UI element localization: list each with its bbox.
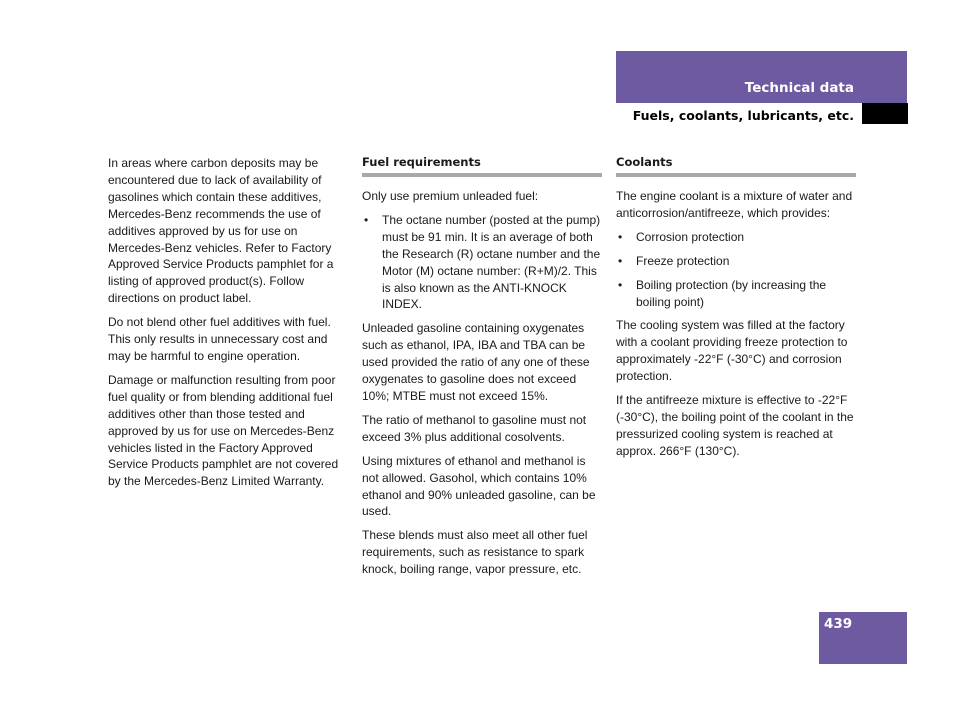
bullet-list (616, 229, 856, 311)
section-title: Technical data (744, 80, 854, 96)
paragraph: The cooling system was filled at the factory with a coolant providing freeze protection to approximately -22°F (-30°C) and corrosion protection. (616, 318, 848, 384)
list-item: • Corrosion protection (616, 229, 856, 246)
paragraph: These blends must also meet all other fuel requirements, such as resistance to spark knock, boiling range, vapor pressure, etc. (362, 528, 588, 577)
paragraph: The ratio of methanol to gasoline must not exceed 3% plus additional cosolvents. (362, 412, 587, 444)
list-item: • Freeze protection (616, 253, 856, 270)
paragraph: In areas where carbon deposits may be encountered due to lack of availability of gasolines which contain these additives, Mercedes-Benz recommends the use of additives approved by us for use on Mercedes-Benz vehicles. Refer to Factory Approved Service Products pamphlet for a listing of approved product(s). Follow directions on product label. (108, 156, 334, 306)
coolants-column (616, 155, 856, 467)
list-item: • Boiling protection (by increasing the boiling point) (616, 277, 856, 311)
column-1 (108, 155, 348, 497)
subsection-title: Fuels, coolants, lubricants, etc. (632, 108, 854, 123)
paragraph: If the antifreeze mixture is effective to -22°F (-30°C), the boiling point of the coolant in the pressurized cooling system is reached at approx. 266°F (130°C). (616, 393, 854, 458)
page-number: 439 (824, 616, 853, 632)
paragraph: Only use premium unleaded fuel: (362, 189, 539, 203)
list-item: • The octane number (posted at the pump) must be 91 min. It is an average of both the Research (R) octane number and the Motor (M) octane number: (R+M)/2. This is also known as the ANTI-KNOCK INDEX. (362, 212, 602, 313)
coolants-heading: Coolants (616, 155, 856, 177)
paragraph: Using mixtures of ethanol and methanol is not allowed. Gasohol, which contains 10% ethanol and 90% unleaded gasoline, can be used. (362, 453, 596, 519)
bullet-list (362, 212, 602, 313)
fuel-requirements-heading: Fuel requirements (362, 155, 602, 177)
paragraph: Do not blend other fuel additives with fuel. This only results in unnecessary cost and may be harmful to engine operation. (108, 315, 331, 363)
paragraph: Damage or malfunction resulting from poor fuel quality or from blending additional fuel additives other than those tested and approved by us for use on Mercedes-Benz vehicles listed in the Factory Approved Service Products pamphlet are not covered by the Mercedes-Benz Limited Warranty. (108, 372, 339, 489)
paragraph: The engine coolant is a mixture of water and anticorrosion/antifreeze, which provides: (616, 189, 853, 220)
paragraph: Unleaded gasoline containing oxygenates such as ethanol, IPA, IBA and TBA can be used provided the ratio of any one of these oxygenates to gasoline does not exceed 10%; MTBE must not exceed 15%. (362, 321, 590, 403)
section-marker-tab (862, 103, 908, 124)
fuel-requirements-column (362, 155, 602, 585)
